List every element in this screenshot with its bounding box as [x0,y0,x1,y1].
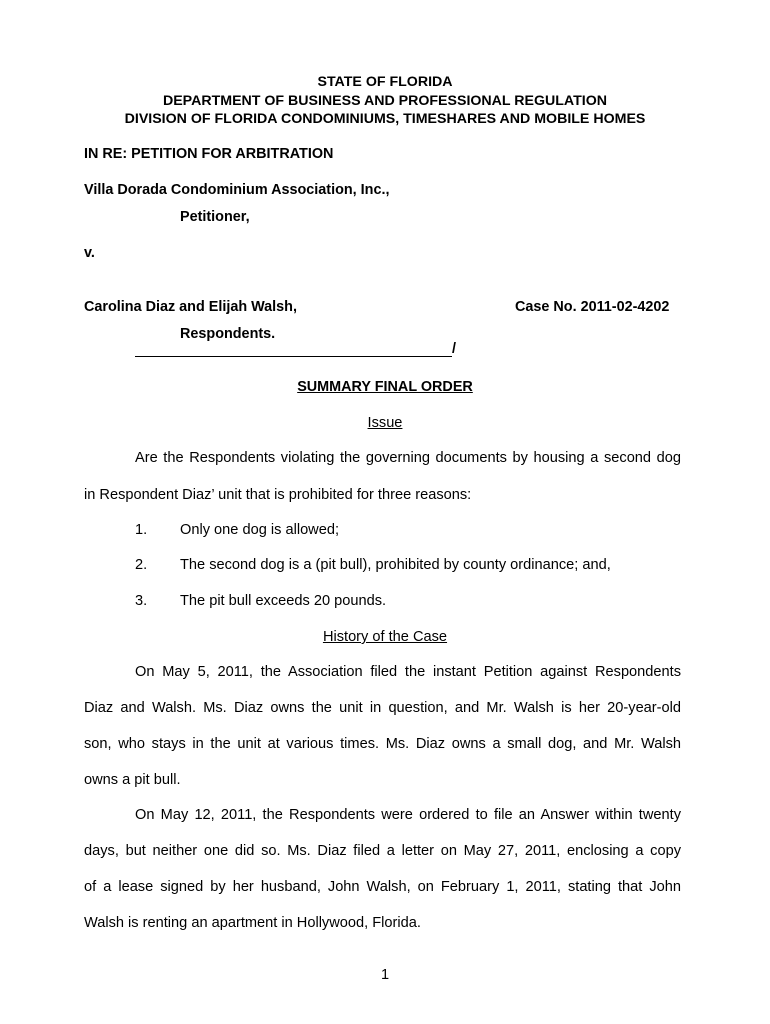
issue-item-number: 3. [135,593,148,609]
issue-item-text: The second dog is a (pit bull), prohibited by county ordinance; and, [180,557,611,573]
issue-heading: Issue [367,415,403,431]
issue-item-number: 2. [135,557,148,573]
history-heading: History of the Case [322,629,448,645]
caption-respondents-name: Carolina Diaz and Elijah Walsh, [84,299,297,315]
history-para-2-line-1: On May 12, 2011, the Respondents were ordered to file an Answer within twenty [135,807,681,823]
history-para-1-line-4: owns a pit bull. [84,772,181,788]
history-para-2-line-4: Walsh is renting an apartment in Hollywood, Florida. [84,915,421,931]
page-number: 1 [380,967,390,983]
history-para-1-line-1: On May 5, 2011, the Association filed the instant Petition against Respondents [135,664,681,680]
caption-respondents-label: Respondents. [180,326,276,342]
caption-in-re: IN RE: PETITION FOR ARBITRATION [84,146,334,162]
caption-petitioner-name: Villa Dorada Condominium Association, Inc., [84,182,390,198]
order-title: SUMMARY FINAL ORDER [297,379,473,395]
history-para-2-line-2: days, but neither one did so. Ms. Diaz filed a letter on May 27, 2011, enclosing a copy [84,843,681,859]
header-department: DEPARTMENT OF BUSINESS AND PROFESSIONAL REGULATION [162,93,608,109]
issue-item-number: 1. [135,522,148,538]
issue-line-2: in Respondent Diaz’ unit that is prohibited for three reasons: [84,487,472,503]
issue-item-text: Only one dog is allowed; [180,522,340,538]
caption-case-number: Case No. 2011-02-4202 [515,299,670,315]
header-division: DIVISION OF FLORIDA CONDOMINIUMS, TIMESHARES AND MOBILE HOMES [124,111,646,127]
caption-slash: / [452,341,456,357]
history-para-1-line-3: son, who stays in the unit at various times. Ms. Diaz owns a small dog, and Mr. Walsh [84,736,681,752]
history-para-2-line-3: of a lease signed by her husband, John Walsh, on February 1, 2011, stating that John [84,879,681,895]
caption-petitioner-label: Petitioner, [180,209,250,225]
header-state: STATE OF FLORIDA [317,74,453,90]
caption-signature-line [135,356,452,357]
caption-versus: v. [84,245,95,261]
history-para-1-line-2: Diaz and Walsh. Ms. Diaz owns the unit in question, and Mr. Walsh is her 20-year-old [84,700,681,716]
issue-item-text: The pit bull exceeds 20 pounds. [180,593,387,609]
issue-line-1: Are the Respondents violating the governing documents by housing a second dog [135,450,681,466]
